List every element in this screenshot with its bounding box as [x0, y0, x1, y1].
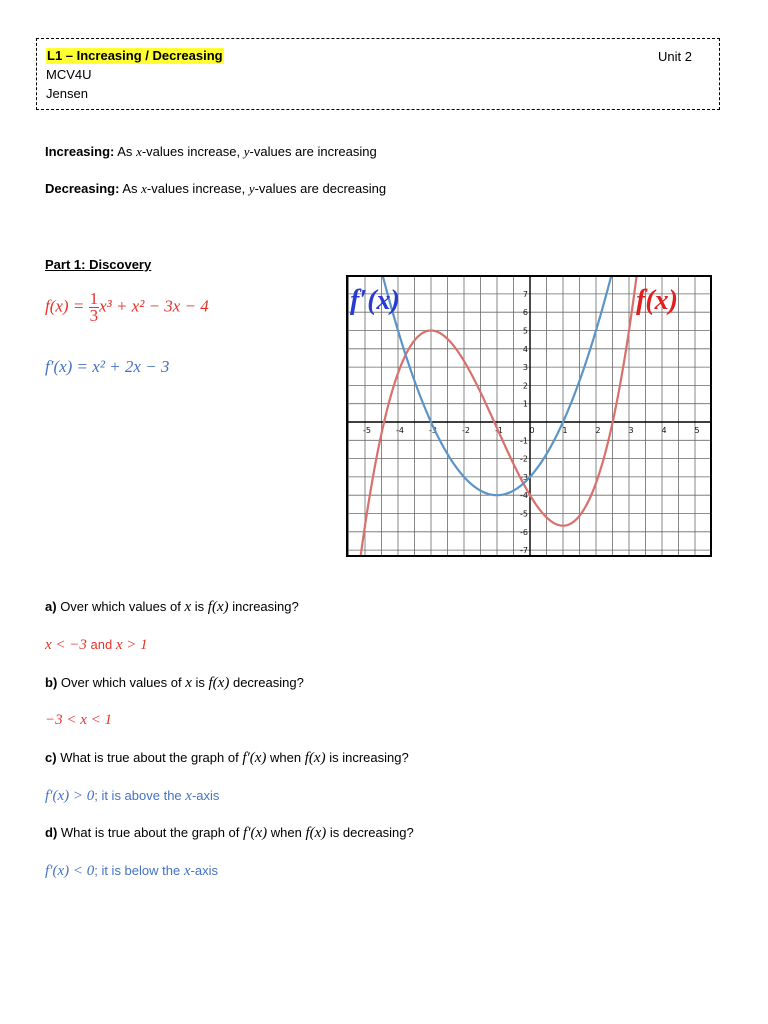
- math-func: f′(x): [242, 750, 267, 766]
- f-label: f(x): [636, 285, 678, 316]
- definition-decreasing: [45, 180, 386, 198]
- definition-decreasing-label: Decreasing:: [45, 181, 120, 196]
- question-a: [45, 598, 299, 616]
- teacher-name: Jensen: [46, 86, 88, 101]
- answer-math: x > 1: [115, 637, 148, 653]
- question-text: is: [194, 599, 205, 614]
- x-tick-label: 4: [661, 426, 667, 435]
- section-title: Part 1: Discovery: [45, 257, 152, 272]
- math-func: f(x): [207, 599, 229, 615]
- x-tick-label: 0: [529, 426, 535, 435]
- answer-text: and: [90, 637, 113, 652]
- math-var: x: [185, 675, 192, 691]
- definition-text: As: [117, 144, 133, 159]
- answer-text: -axis: [191, 788, 220, 803]
- definition-text: -values are increasing: [249, 144, 377, 159]
- y-tick-label: -2: [520, 454, 528, 464]
- y-tick-label: 4: [522, 344, 528, 354]
- math-func: f(x): [208, 675, 230, 691]
- y-tick-label: -4: [520, 491, 528, 501]
- answer-math: x < −3: [45, 637, 87, 653]
- math-var: x: [136, 144, 142, 159]
- math-func: f(x): [305, 825, 327, 841]
- math-var: x: [141, 181, 147, 196]
- question-text: when: [270, 825, 302, 840]
- definition-text: -values are decreasing: [254, 181, 387, 196]
- question-label: b): [45, 675, 58, 690]
- question-text: increasing?: [232, 599, 299, 614]
- math-var: x: [183, 863, 191, 879]
- question-text: What is true about the graph of: [60, 750, 239, 765]
- x-tick-label: 2: [595, 426, 601, 435]
- x-tick-label: -4: [396, 426, 404, 435]
- y-tick-label: -5: [520, 509, 528, 519]
- answer-math: −3 < x < 1: [45, 712, 113, 728]
- definition-text: -values increase,: [146, 181, 246, 196]
- fprime-label: f′(x): [350, 285, 400, 316]
- question-c: [45, 749, 409, 767]
- x-tick-label: 1: [562, 426, 568, 435]
- graph-frame: [347, 276, 711, 556]
- math-var: x: [185, 788, 192, 804]
- question-text: is increasing?: [329, 750, 409, 765]
- y-tick-label: -3: [520, 472, 528, 482]
- y-tick-label: 2: [522, 381, 528, 391]
- question-b: [45, 674, 304, 692]
- definition-increasing-label: Increasing:: [45, 144, 115, 159]
- definition-increasing: [45, 143, 377, 161]
- math-func: f(x): [304, 750, 326, 766]
- y-tick-label: 7: [522, 289, 528, 299]
- question-text: when: [270, 750, 302, 765]
- question-text: Over which values of: [60, 675, 182, 690]
- definition-text: As: [122, 181, 138, 196]
- y-tick-label: -7: [520, 546, 528, 556]
- answer-c: [45, 787, 219, 805]
- question-d: [45, 824, 414, 842]
- unit-label: Unit 2: [658, 49, 692, 64]
- definition-text: -values increase,: [141, 144, 241, 159]
- question-text: Over which values of: [60, 599, 181, 614]
- fx-rest: x³ + x² − 3x − 4: [99, 296, 209, 316]
- question-text: is decreasing?: [329, 825, 414, 840]
- graph-svg: [346, 275, 712, 557]
- header-box: [36, 38, 720, 110]
- answer-text: ; it is below the: [94, 863, 181, 878]
- y-tick-label: 6: [522, 308, 528, 318]
- math-var: x: [184, 599, 192, 615]
- math-var: y: [243, 144, 250, 159]
- y-tick-label: 3: [522, 363, 528, 373]
- y-tick-label: 1: [522, 399, 528, 409]
- math-var: y: [248, 181, 255, 196]
- fx-formula: [45, 291, 209, 324]
- question-text: What is true about the graph of: [60, 825, 240, 840]
- fx-lhs: f(x) =: [45, 296, 85, 316]
- x-tick-label: -1: [495, 426, 503, 435]
- answer-text: -axis: [190, 863, 218, 878]
- y-tick-label: -6: [520, 527, 528, 537]
- question-label: d): [45, 825, 58, 840]
- function-graph: [346, 275, 712, 557]
- x-tick-label: -3: [429, 426, 437, 435]
- y-tick-label: -1: [520, 436, 528, 446]
- y-tick-label: 5: [522, 326, 528, 336]
- x-tick-label: 5: [694, 426, 700, 435]
- answer-d: [45, 862, 218, 880]
- fprime-formula: f′(x) = x² + 2x − 3: [45, 357, 170, 376]
- x-tick-label: -2: [462, 426, 470, 435]
- fraction-one-third: [89, 291, 100, 324]
- answer-b: [45, 711, 112, 729]
- lesson-title: L1 – Increasing / Decreasing: [47, 48, 223, 63]
- fraction-numerator: 1: [89, 289, 99, 308]
- question-text: decreasing?: [232, 675, 304, 690]
- answer-math: f′(x) > 0: [45, 788, 95, 804]
- question-label: c): [45, 750, 57, 765]
- x-tick-label: -5: [363, 426, 371, 435]
- fraction-denominator: 3: [89, 306, 99, 325]
- course-code: MCV4U: [46, 67, 92, 82]
- math-func: f′(x): [243, 825, 268, 841]
- question-label: a): [45, 599, 57, 614]
- question-text: is: [195, 675, 205, 690]
- answer-math: f′(x) < 0: [45, 863, 95, 879]
- x-tick-label: 3: [628, 426, 634, 435]
- answer-a: [45, 636, 148, 654]
- answer-text: ; it is above the: [94, 788, 182, 803]
